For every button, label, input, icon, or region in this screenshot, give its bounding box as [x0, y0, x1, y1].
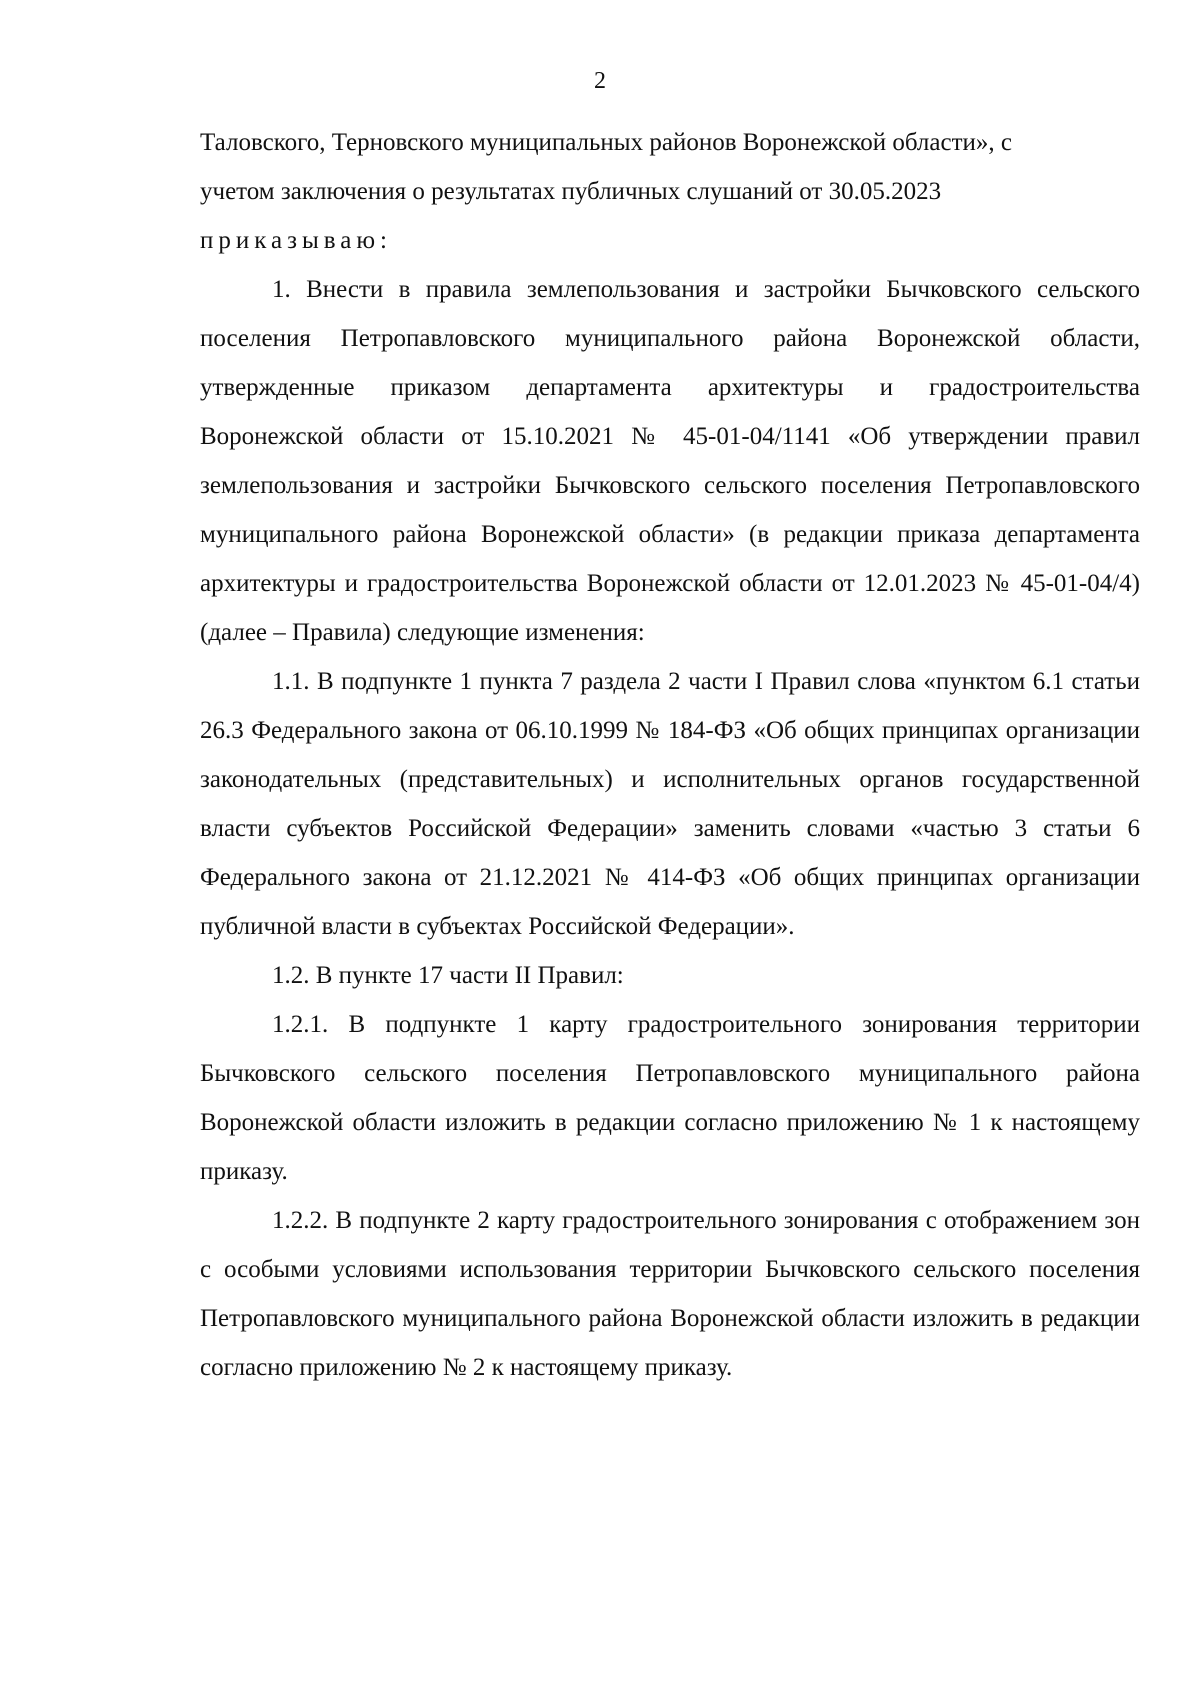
paragraph-1-2: 1.2. В пункте 17 части II Правил:: [272, 962, 624, 989]
intro-line-2: учетом заключения о результатах публичных слушаний от 30.05.2023: [200, 178, 942, 205]
order-word: приказываю:: [200, 227, 392, 254]
page-number: 2: [594, 68, 606, 94]
paragraph-1: 1. Внести в правила землепользования и застройки Бычковского сельского поселения Петропавловского муниципального района Воронежской области, утвержденные приказом департамента архитектуры и градостроительства Воронежской области от 15.10.2021 № 45-01-04/1141 «Об утверждении правил землепользования и застройки Бычковского сельского поселения Петропавловского муниципального района Воронежской области» (в редакции приказа департамента архитектуры и градостроительства Воронежской области от 12.01.2023 № 45-01-04/4) (далее – Правила) следующие изменения:: [200, 276, 1140, 646]
paragraph-1-1: 1.1. В подпункте 1 пункта 7 раздела 2 части I Правил слова «пунктом 6.1 статьи 26.3 Федерального закона от 06.10.1999 № 184-ФЗ «Об общих принципах организации законодательных (представительных) и исполнительных органов государственной власти субъектов Российской Федерации» заменить словами «частью 3 статьи 6 Федерального закона от 21.12.2021 № 414-ФЗ «Об общих принципах организации публичной власти в субъектах Российской Федерации».: [200, 668, 1140, 940]
intro-line-1: Таловского, Терновского муниципальных районов Воронежской области», с: [200, 129, 1012, 156]
document-body: [200, 118, 1140, 1392]
paragraph-1-2-2: 1.2.2. В подпункте 2 карту градостроительного зонирования с отображением зон с особыми условиями использования территории Бычковского сельского поселения Петропавловского муниципального района Воронежской области изложить в редакции согласно приложению № 2 к настоящему приказу.: [200, 1207, 1140, 1381]
paragraph-1-2-1: 1.2.1. В подпункте 1 карту градостроительного зонирования территории Бычковского сельского поселения Петропавловского муниципального района Воронежской области изложить в редакции согласно приложению № 1 к настоящему приказу.: [200, 1011, 1140, 1185]
